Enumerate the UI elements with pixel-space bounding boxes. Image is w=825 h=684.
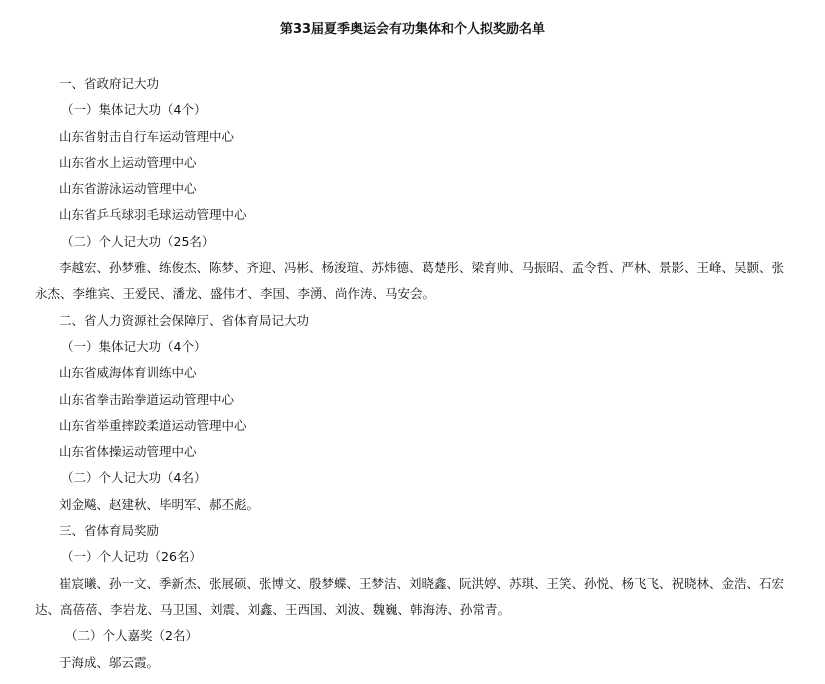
subsection-heading: （二）个人记大功（4名） [61, 470, 207, 486]
subsection-heading: （一）集体记大功（4个） [61, 338, 207, 354]
list-item: 山东省举重摔跤柔道运动管理中心 [59, 417, 247, 433]
subsection-heading: （二）个人嘉奖（2名） [65, 628, 198, 644]
section-heading-2: 二、省人力资源社会保障厅、省体育局记大功 [59, 312, 310, 328]
document-body [35, 71, 785, 676]
list-item: 山东省体操运动管理中心 [59, 444, 197, 460]
name-list-paragraph: 崔宸曦、孙一文、季新杰、张展硕、张博文、殷梦蝶、王梦洁、刘晓鑫、阮洪婷、苏琪、王笑、孙悦、杨飞飞、祝晓林、金浩、石宏达、高蓓蓓、李岩龙、马卫国、刘震、刘鑫、王西国、刘波、魏巍、韩海涛、孙常青。 [35, 575, 785, 617]
list-item: 山东省水上运动管理中心 [59, 154, 197, 170]
list-item: 山东省乒乓球羽毛球运动管理中心 [59, 207, 247, 223]
subsection-heading: （一）个人记功（26名） [61, 549, 202, 565]
name-list-paragraph: 李越宏、孙梦雅、练俊杰、陈梦、齐迎、冯彬、杨浚瑄、苏炜德、葛楚彤、梁育帅、马振昭、孟令哲、严林、景影、王峰、吴颢、张永杰、李维宾、王爱民、潘龙、盛伟才、李国、李湧、尚作涛、马安会。 [35, 260, 785, 302]
list-item: 刘金飚、赵建秋、毕明军、郝丕彪。 [59, 496, 260, 512]
list-item: 山东省游泳运动管理中心 [59, 181, 197, 197]
document-title: 第33届夏季奥运会有功集体和个人拟奖励名单 [279, 22, 546, 37]
section-heading-1: 一、省政府记大功 [59, 76, 160, 91]
list-item: 山东省射击自行车运动管理中心 [59, 128, 235, 144]
section-heading-3: 三、省体育局奖励 [59, 523, 160, 539]
subsection-heading: （二）个人记大功（25名） [61, 233, 215, 249]
list-item: 山东省拳击跆拳道运动管理中心 [59, 391, 235, 407]
list-item: 山东省威海体育训练中心 [59, 365, 197, 381]
list-item: 于海成、邬云霞。 [59, 654, 160, 670]
subsection-heading: （一）集体记大功（4个） [61, 102, 207, 118]
